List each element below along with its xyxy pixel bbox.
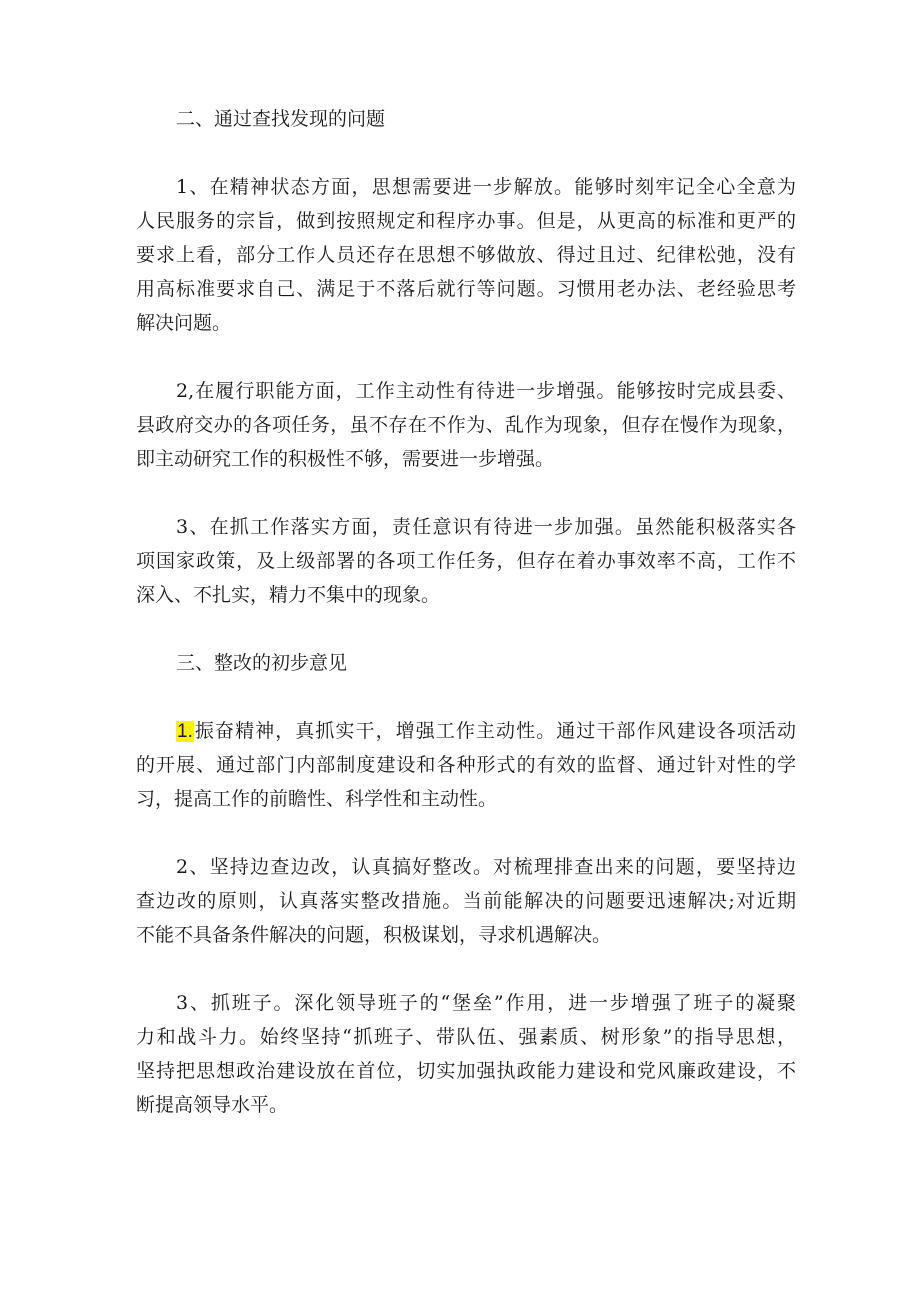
paragraph-line: 深入、不扎实，精力不集中的现象。 [136, 584, 441, 606]
paragraph-line: 解决问题。 [136, 312, 232, 334]
paragraph-line: 坚持把思想政治建设放在首位，切实加强执政能力建设和党风廉政建设，不 [136, 1060, 796, 1082]
highlighted-item-marker: 1. [177, 721, 193, 742]
section-heading-problems: 二、通过查找发现的问题 [176, 108, 386, 130]
paragraph-line: 查边改的原则，认真落实整改措施。当前能解决的问题要迅速解决;对近期 [136, 890, 796, 912]
paragraph-line: 力和战斗力。始终坚持“抓班子、带队伍、强素质、树形象”的指导思想， [136, 1026, 796, 1048]
paragraph-line: 项国家政策，及上级部署的各项工作任务，但存在着办事效率不高，工作不 [136, 550, 796, 572]
paragraph-line [176, 719, 796, 744]
paragraph-line: 即主动研究工作的积极性不够，需要进一步增强。 [136, 448, 555, 470]
paragraph-line: 1、在精神状态方面，思想需要进一步解放。能够时刻牢记全心全意为 [176, 176, 796, 198]
paragraph-line: 县政府交办的各项任务，虽不存在不作为、乱作为现象，但存在慢作为现象， [136, 414, 796, 436]
paragraph-line: 3、抓班子。深化领导班子的“堡垒”作用，进一步增强了班子的凝聚 [176, 992, 796, 1014]
paragraph-line: 3、在抓工作落实方面，责任意识有待进一步加强。虽然能积极落实各 [176, 516, 796, 538]
paragraph-line: 习，提高工作的前瞻性、科学性和主动性。 [136, 788, 498, 810]
section-heading-rectification: 三、整改的初步意见 [176, 652, 348, 674]
paragraph-line: 2,在履行职能方面，工作主动性有待进一步增强。能够按时完成县委、 [176, 380, 796, 402]
paragraph-line: 2、坚持边查边改，认真搞好整改。对梳理排查出来的问题，要坚持边 [176, 856, 796, 878]
paragraph-line: 断提高领导水平。 [136, 1094, 289, 1116]
paragraph-line: 人民服务的宗旨，做到按照规定和程序办事。但是，从更高的标准和更严的 [136, 210, 796, 232]
paragraph-line: 不能不具备条件解决的问题，积极谋划，寻求机遇解决。 [136, 924, 612, 946]
paragraph-line: 要求上看，部分工作人员还存在思想不够做放、得过且过、纪律松弛，没有 [136, 244, 796, 266]
paragraph-line-text: 振奋精神，真抓实干，增强工作主动性。通过干部作风建设各项活动 [193, 720, 796, 742]
paragraph-line: 用高标准要求自己、满足于不落后就行等问题。习惯用老办法、老经验思考 [136, 278, 796, 300]
paragraph-line: 的开展、通过部门内部制度建设和各种形式的有效的监督、通过针对性的学 [136, 754, 796, 776]
